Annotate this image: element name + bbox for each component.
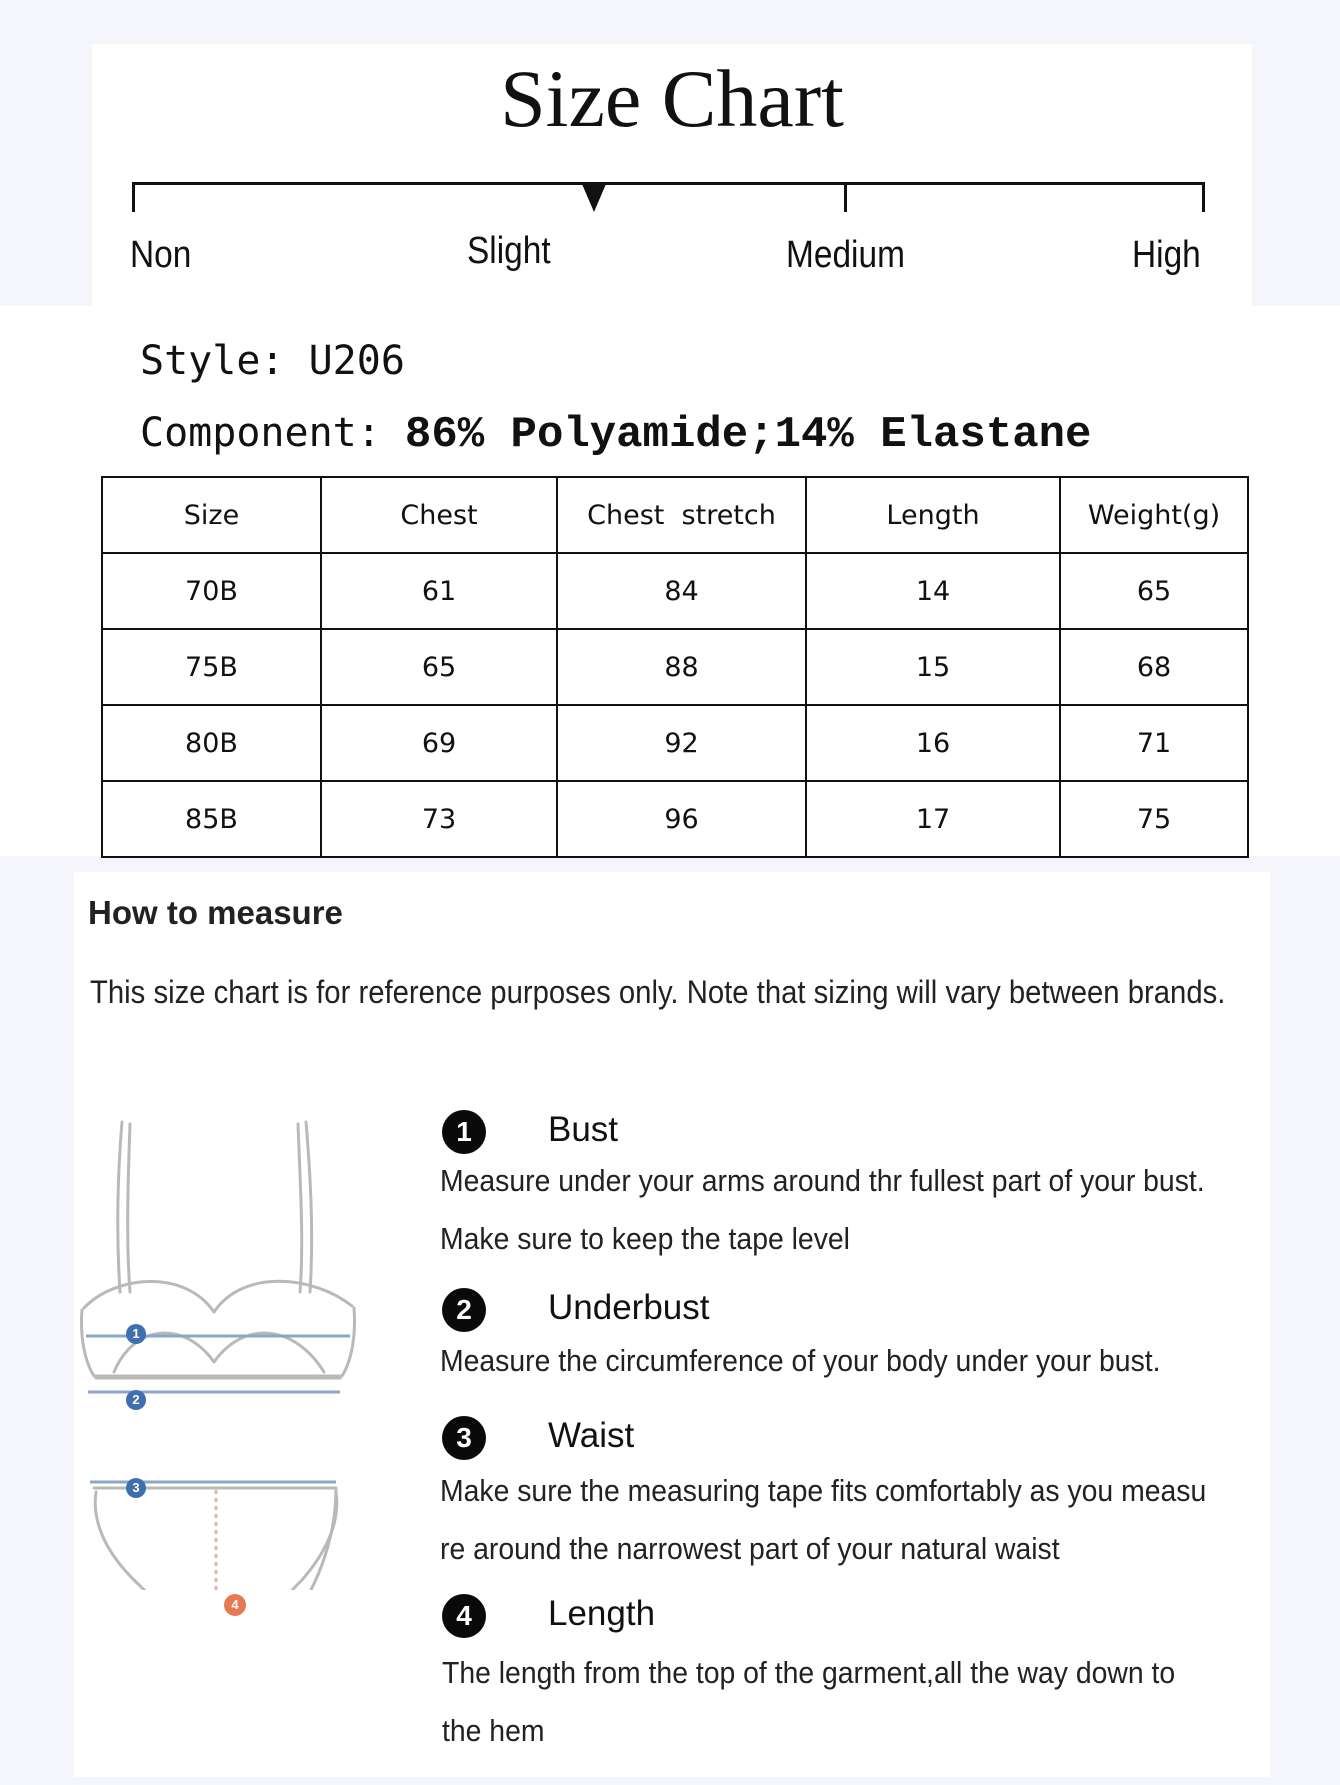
step-1-badge-icon: 1 [442, 1110, 486, 1154]
table-cell: 15 [806, 629, 1060, 705]
size-table [101, 476, 1249, 858]
step-4-badge-icon: 4 [442, 1594, 486, 1638]
table-cell: 65 [321, 629, 557, 705]
step-3-badge-icon: 3 [442, 1416, 486, 1460]
table-cell: 70B [102, 553, 321, 629]
table-cell: 88 [557, 629, 806, 705]
table-cell: 69 [321, 705, 557, 781]
step-1-line-1: Measure under your arms around thr fullest part of your bust. [440, 1164, 1205, 1198]
left-strap [118, 1122, 122, 1292]
product-info [0, 306, 1340, 476]
step-2-line-1: Measure the circumference of your body under your bust. [440, 1344, 1161, 1378]
table-cell: 68 [1060, 629, 1248, 705]
scale-label-medium: Medium [786, 234, 905, 276]
garment-diagram-icon [74, 1110, 374, 1590]
marker-waist: 3 [126, 1478, 146, 1498]
table-cell: 71 [1060, 705, 1248, 781]
table-cell: 96 [557, 781, 806, 857]
table-row [102, 553, 1248, 629]
column-header-size: Size [102, 477, 321, 553]
table-cell: 14 [806, 553, 1060, 629]
marker-length: 4 [224, 1594, 246, 1616]
table-cell: 61 [321, 553, 557, 629]
step-4-title: Length [548, 1594, 656, 1633]
style-value: U206 [308, 338, 405, 384]
style-line [140, 338, 405, 384]
table-row [102, 705, 1248, 781]
step-2-title: Underbust [548, 1288, 710, 1327]
style-label: Style: [140, 338, 285, 384]
step-3-title: Waist [548, 1416, 635, 1455]
step-4-line-2: the hem [442, 1714, 545, 1748]
size-chart-header [92, 44, 1252, 306]
step-3-line-2: re around the narrowest part of your natural waist [440, 1532, 1060, 1566]
table-cell: 84 [557, 553, 806, 629]
table-cell: 16 [806, 705, 1060, 781]
scale-tick-non [132, 182, 135, 212]
table-cell: 65 [1060, 553, 1248, 629]
stretch-scale-line [132, 182, 1204, 185]
column-header-length: Length [806, 477, 1060, 553]
table-cell: 80B [102, 705, 321, 781]
table-cell: 75 [1060, 781, 1248, 857]
stretch-pointer-icon [582, 184, 606, 212]
step-4-line-1: The length from the top of the garment,all the way down to [442, 1656, 1176, 1690]
measure-lines [86, 1336, 350, 1590]
step-3-line-1: Make sure the measuring tape fits comfortably as you measu [440, 1474, 1207, 1508]
scale-tick-medium [844, 182, 847, 212]
scale-tick-high [1202, 182, 1205, 212]
table-header-row [102, 477, 1248, 553]
marker-bust: 1 [126, 1324, 146, 1344]
table-row [102, 781, 1248, 857]
component-value: 86% Polyamide;14% Elastane [404, 410, 1092, 460]
scale-label-high: High [1132, 234, 1201, 276]
right-strap [306, 1122, 312, 1292]
scale-label-slight: Slight [467, 230, 551, 272]
table-cell: 17 [806, 781, 1060, 857]
bra-top-edge [84, 1281, 352, 1312]
column-header-chest: Chest [321, 477, 557, 553]
component-line [140, 410, 1091, 460]
table-cell: 73 [321, 781, 557, 857]
size-table-area [0, 476, 1340, 856]
step-1-line-2: Make sure to keep the tape level [440, 1222, 850, 1256]
scale-label-non: Non [130, 234, 192, 276]
step-2-badge-icon: 2 [442, 1288, 486, 1332]
step-1-title: Bust [548, 1110, 619, 1149]
how-to-measure-panel [74, 872, 1270, 1777]
marker-underbust: 2 [126, 1390, 146, 1410]
column-header-weight: Weight(g) [1060, 477, 1248, 553]
measure-heading: How to measure [88, 894, 343, 931]
table-cell: 75B [102, 629, 321, 705]
column-header-chest-stretch: Chest stretch [557, 477, 806, 553]
table-cell: 85B [102, 781, 321, 857]
table-row [102, 629, 1248, 705]
component-label: Component: [140, 410, 381, 456]
measure-note: This size chart is for reference purposes only. Note that sizing will vary between brands. [90, 974, 1226, 1010]
table-cell: 92 [557, 705, 806, 781]
page-title: Size Chart [500, 53, 844, 144]
